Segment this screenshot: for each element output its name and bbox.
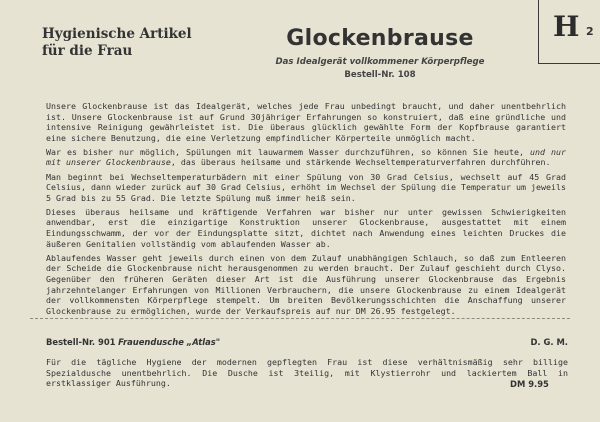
product-title: Glockenbrause <box>286 26 474 51</box>
product-subtitle: Das Idealgerät vollkommener Körperpflege <box>275 57 485 67</box>
catalog-code-box <box>538 0 600 64</box>
catalog-code-letter: H <box>553 10 580 43</box>
paragraph-4: Dieses überaus heilsame und kräftigende Verfahren war bisher nur unter gewissen Schwierigkeiten anwendbar, erst die einzigartige Konstruktion unserer Glockenbrause, ausgestattet mit einem Eindungsschwamm, der vor der Eindungsplatte sitzt, dichtet nach Anwendung eines leichten Druckes die äußeren Genitalien vollständig vom ablaufenden Wasser ab. <box>46 206 566 249</box>
category-heading <box>42 26 192 60</box>
category-line-1: Hygienische Artikel <box>42 26 192 42</box>
product-title-block <box>270 26 490 80</box>
second-item-description: Für die tägliche Hygiene der modernen gepflegten Frau ist diese verhältnismäßig sehr billige Spezialdusche unentbehrlich. Die Dusche ist 3teilig, mit Klystierrohr und lackiertem Ball in erstklassiger Ausführung. <box>46 357 568 389</box>
section-divider <box>30 318 570 319</box>
paragraph-2-start: War es bisher nur möglich, Spülungen mit lauwarmem Wasser durchzuführen, so können Sie heute, <box>46 146 530 157</box>
paragraph-5: Ablaufendes Wasser geht jeweils durch einen von dem Zulauf unabhängigen Schlauch, so daß zum Entleeren der Scheide die Glockenbrause nicht herausgenommen zu werden braucht. Der Zulauf geschieht durch Clyso. Gegenüber den früheren Geräten dieser Art ist die Ausführung unserer Glockenbrause das Ergebnis jahrzehntelanger Erfahrungen von Millionen Verbrauchern, die unsere Glockenbrause zu einem Idealgerät der vollkommensten Körperpflege stempelt. Um breiten Bevölkerungsschichten die Anschaffung unserer Glockenbrause zu ermöglichen, wurde der Verkaufspreis auf nur DM 26.95 festgelegt. <box>46 252 566 316</box>
paragraph-2 <box>46 147 566 168</box>
second-item-maker: D. G. M. <box>530 337 568 347</box>
catalog-code-number: 2 <box>586 25 594 38</box>
paragraph-3: Man beginnt bei Wechseltemperaturbädern mit einer Spülung von 30 Grad Celsius, wechselt auf 45 Grad Celsius, dann wieder zurück auf 30 Grad Celsius, erhöht im Wechsel der Spülung die Temperatur um jeweils 5 Grad bis zu 55 Grad. Die letzte Spülung muß immer heiß sein. <box>46 171 566 203</box>
second-item-price: DM 9.95 <box>510 379 549 389</box>
second-item-header <box>46 337 568 347</box>
product-description <box>46 101 566 320</box>
paragraph-1: Unsere Glockenbrause ist das Idealgerät, welches jede Frau unbedingt braucht, und daher unentbehrlich ist. Unsere Glockenbrause ist auf Grund 30jähriger Erfahrungen so konstruiert, daß eine gründliche und intensive Reinigung gewährleistet ist. Die überaus glücklich gewählte Form der Kopfbrause garantiert eine sichere Benutzung, die eine Verletzung empfindlicher Körperteile unmöglich macht. <box>46 101 566 143</box>
paragraph-2-end: , das überaus heilsame und stärkende Wechseltemperaturverfahren durchführen. <box>170 157 551 168</box>
second-item-order-number: Bestell-Nr. 901 <box>46 337 116 347</box>
paragraph-2-emphasis: und nur mit unserer Glockenbrause <box>46 146 566 168</box>
category-line-2: für die Frau <box>42 43 133 59</box>
second-item-name: Frauendusche „Atlas" <box>118 337 221 347</box>
order-number: Bestell-Nr. 108 <box>344 70 416 80</box>
